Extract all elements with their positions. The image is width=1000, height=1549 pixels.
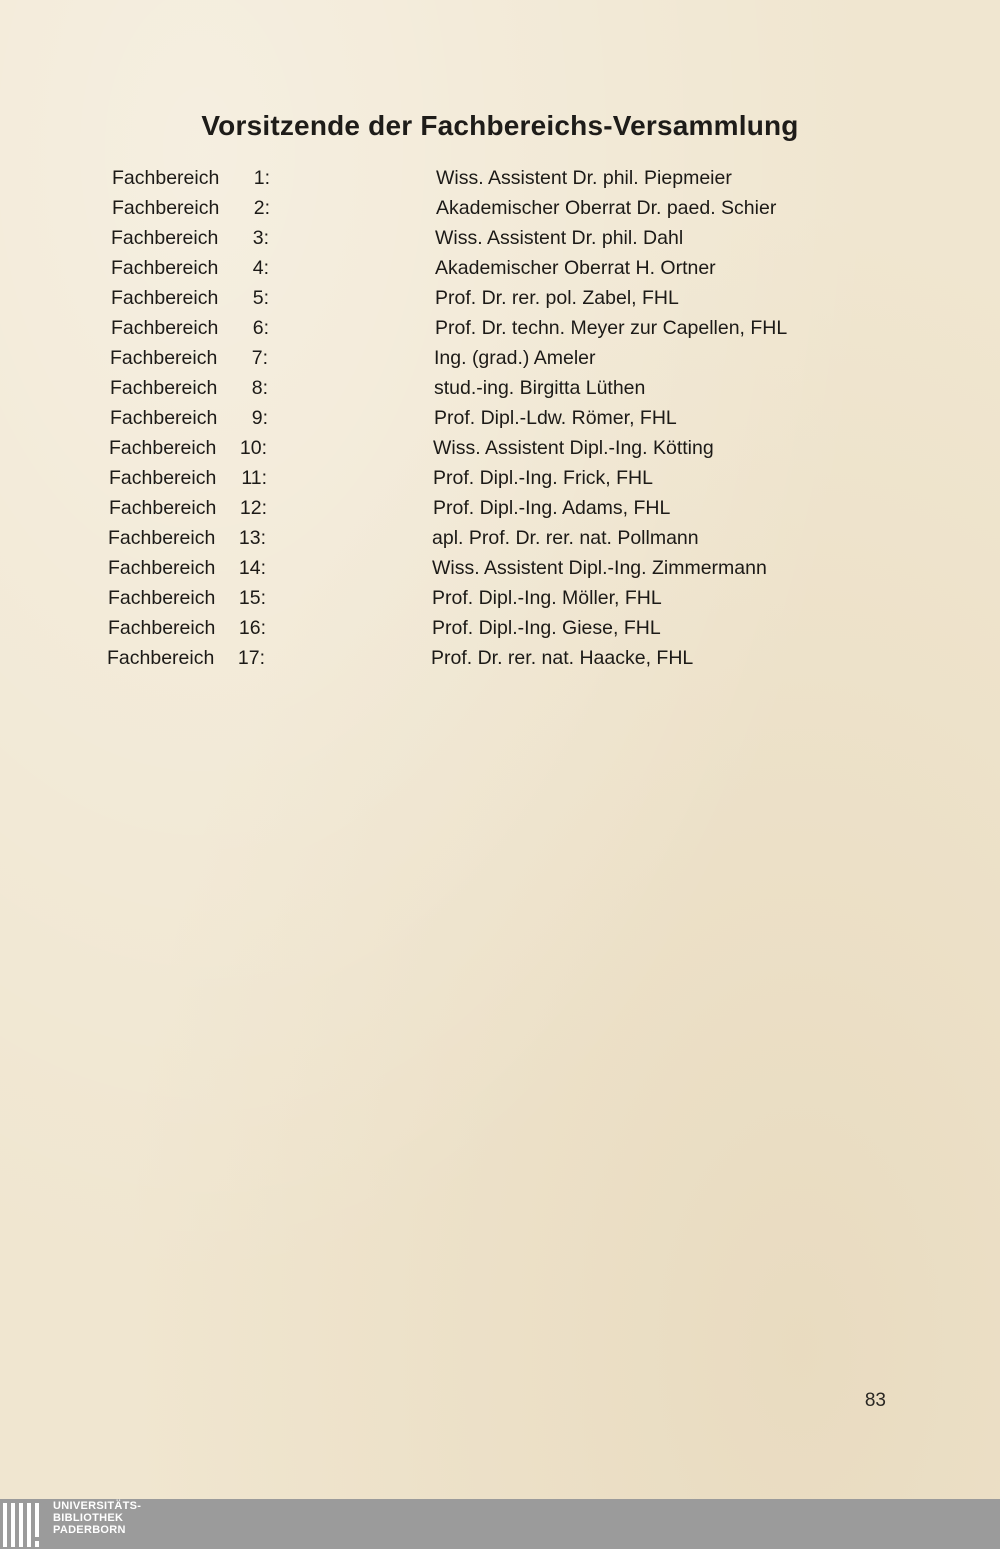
department-label: Fachbereich bbox=[110, 347, 218, 369]
department-number: 2: bbox=[253, 197, 270, 219]
chairperson-name: Prof. Dipl.-Ldw. Römer, FHL bbox=[434, 407, 677, 429]
department-number: 11: bbox=[241, 467, 267, 489]
chairperson-name: Akademischer Oberrat H. Ortner bbox=[435, 257, 716, 279]
department-label: Fachbereich bbox=[111, 257, 219, 279]
department-number: 15: bbox=[238, 587, 266, 609]
department-label: Fachbereich bbox=[111, 227, 219, 249]
department-number: 14: bbox=[238, 557, 266, 579]
department-label: Fachbereich bbox=[108, 557, 216, 579]
department-number: 4: bbox=[252, 257, 269, 279]
department-label: Fachbereich bbox=[112, 167, 220, 189]
chairperson-name: stud.-ing. Birgitta Lüthen bbox=[434, 377, 646, 399]
department-label: Fachbereich bbox=[108, 527, 216, 549]
library-logo-icon bbox=[0, 1499, 50, 1549]
chairperson-name: Ing. (grad.) Ameler bbox=[434, 347, 596, 369]
page-title: Vorsitzende der Fachbereichs-Versammlung bbox=[201, 110, 799, 141]
chairperson-name: Prof. Dipl.-Ing. Adams, FHL bbox=[433, 497, 671, 519]
department-number: 10: bbox=[239, 437, 267, 459]
department-label: Fachbereich bbox=[109, 437, 217, 459]
department-number: 17: bbox=[237, 647, 265, 669]
department-number: 16: bbox=[238, 617, 266, 639]
department-label: Fachbereich bbox=[109, 497, 217, 519]
department-number: 12: bbox=[239, 497, 267, 519]
chairperson-name: Prof. Dipl.-Ing. Giese, FHL bbox=[432, 617, 661, 639]
page-number: 83 bbox=[864, 1390, 886, 1411]
department-number: 3: bbox=[252, 227, 269, 249]
department-label: Fachbereich bbox=[111, 287, 219, 309]
department-label: Fachbereich bbox=[110, 407, 218, 429]
department-label: Fachbereich bbox=[109, 467, 217, 489]
chairperson-name: Akademischer Oberrat Dr. paed. Schier bbox=[436, 197, 777, 219]
department-number: 1: bbox=[253, 167, 270, 189]
department-label: Fachbereich bbox=[108, 587, 216, 609]
chairperson-name: apl. Prof. Dr. rer. nat. Pollmann bbox=[432, 527, 699, 549]
department-label: Fachbereich bbox=[111, 317, 219, 339]
library-footer-bar bbox=[0, 1499, 1000, 1549]
department-label: Fachbereich bbox=[107, 647, 215, 669]
department-number: 5: bbox=[252, 287, 269, 309]
library-name-line: BIBLIOTHEK bbox=[53, 1512, 124, 1524]
chairperson-name: Wiss. Assistent Dr. phil. Piepmeier bbox=[436, 167, 732, 189]
department-label: Fachbereich bbox=[110, 377, 218, 399]
chairperson-name: Prof. Dipl.-Ing. Frick, FHL bbox=[433, 467, 653, 489]
chairperson-name: Prof. Dipl.-Ing. Möller, FHL bbox=[432, 587, 662, 609]
chairperson-name: Prof. Dr. rer. nat. Haacke, FHL bbox=[431, 647, 694, 669]
chairperson-name: Prof. Dr. rer. pol. Zabel, FHL bbox=[435, 287, 679, 309]
department-number: 7: bbox=[251, 347, 268, 369]
department-label: Fachbereich bbox=[108, 617, 216, 639]
department-label: Fachbereich bbox=[112, 197, 220, 219]
department-number: 9: bbox=[251, 407, 268, 429]
library-name bbox=[53, 1500, 141, 1536]
department-number: 13: bbox=[238, 527, 266, 549]
chairperson-name: Wiss. Assistent Dipl.-Ing. Zimmermann bbox=[432, 557, 767, 579]
library-name-line: UNIVERSITÄTS- bbox=[53, 1500, 142, 1512]
chairperson-name: Wiss. Assistent Dr. phil. Dahl bbox=[435, 227, 684, 249]
chairperson-name: Wiss. Assistent Dipl.-Ing. Kötting bbox=[433, 437, 714, 459]
library-name-line: PADERBORN bbox=[53, 1524, 126, 1536]
chairperson-name: Prof. Dr. techn. Meyer zur Capellen, FHL bbox=[435, 317, 788, 339]
department-number: 6: bbox=[252, 317, 269, 339]
department-number: 8: bbox=[251, 377, 268, 399]
